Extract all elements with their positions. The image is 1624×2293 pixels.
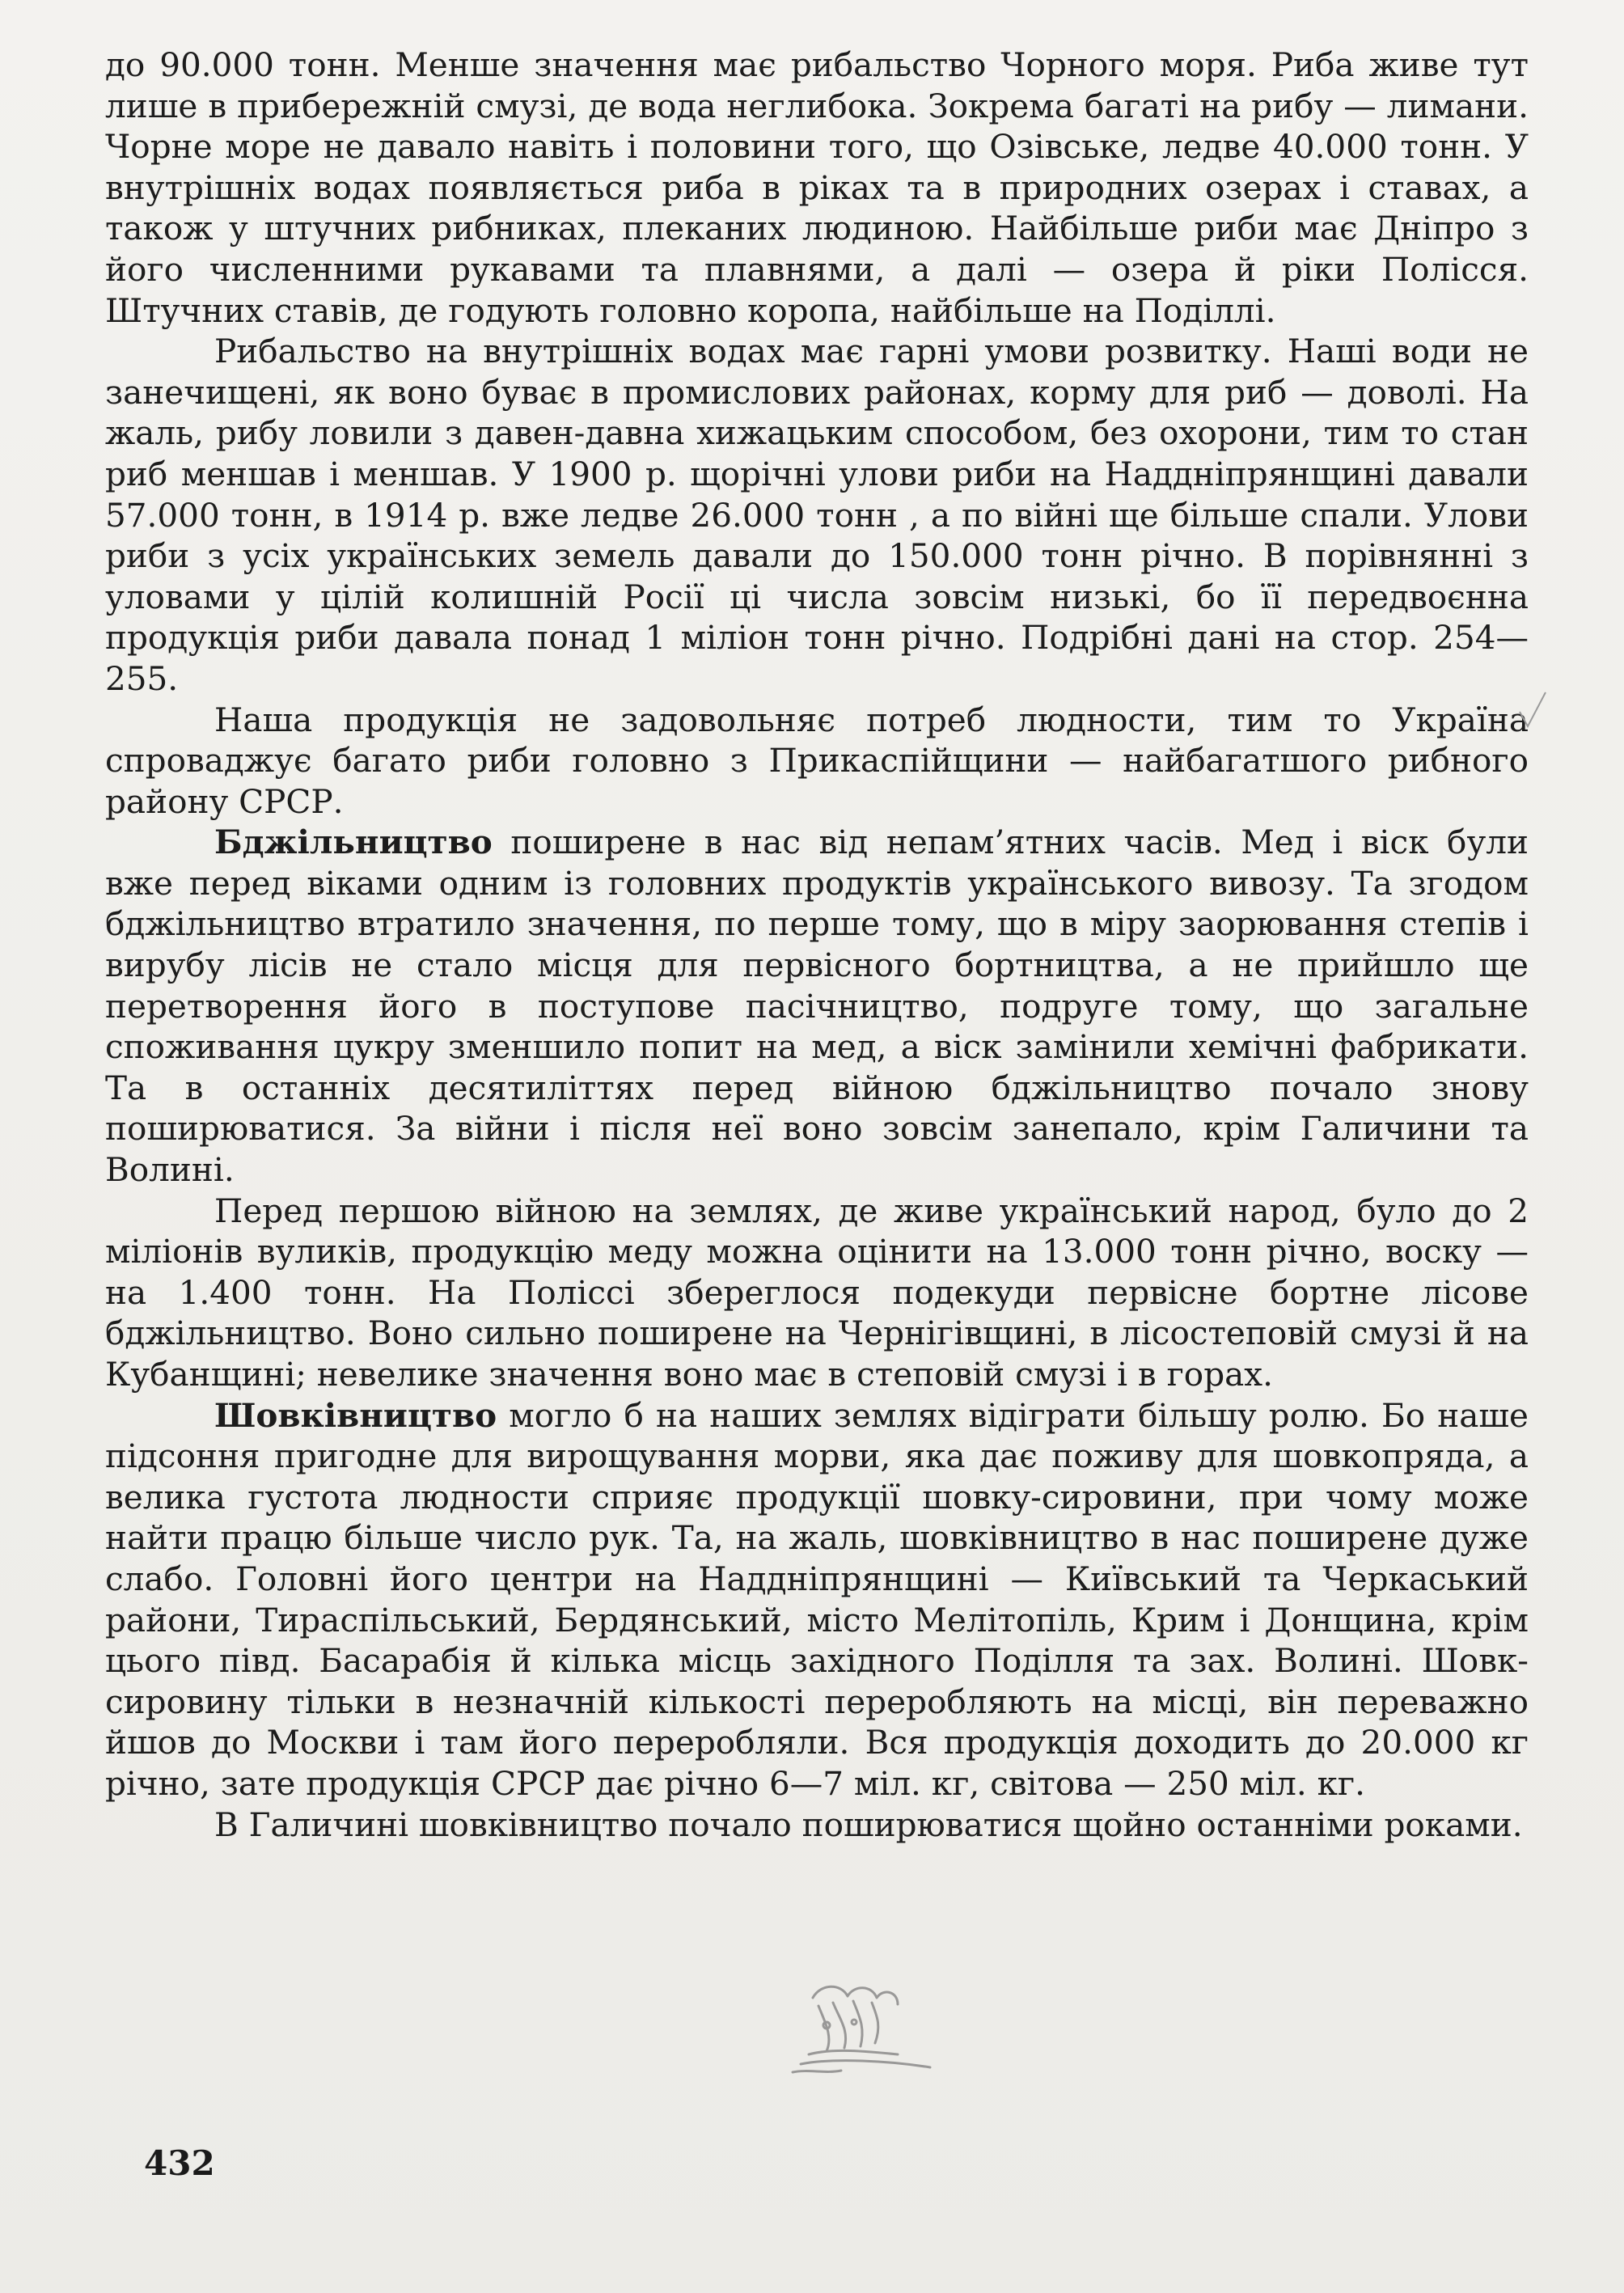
sericulture-heading: Шовківництво [214,1395,497,1435]
paragraph-1 [105,44,1529,331]
paragraph-6-text: могло б на наших землях відіграти більшу ролю. Бо наше підсоння пригодне для вирощування морви, яка дає поживу для шовкопряда, а велика густота людности сприяє продукції шовку-сировини, при чому може найти працю більше число рук. Та, на жаль, шовківництво в нас поширене дуже слабо. Головні його центри на Наддніпрянщині — Київський та Черкаський райони, Тираспільський, Бердянський, місто Мелітопіль, Крим і Донщина, крім цього півд. Басарабія й кілька місць західного Поділля та зах. Волині. Шовк-сировину тільки в незначній кількості переробляють на місці, він переважно йшов до Москви і там його переробляли. Вся продукція доходить до 20.000 кг річно, зате продукція СРСР дає річно 6—7 міл. кг, світова — 250 міл. кг. [105,1395,1529,1803]
paragraph-2 [105,331,1529,699]
paragraph-5 [105,1191,1529,1395]
margin-tick-mark-icon [1516,687,1549,736]
paragraph-7-text: В Галичині шовківництво почало поширюватися щойно останніми роками. [214,1804,1523,1844]
paragraph-3-text: Наша продукція не задовольняє потреб людности, тим то Україна спроваджує багато риби головно з Прикаспійщини — найбагатшого рибного району СРСР. [105,700,1529,821]
paragraph-1-text: до 90.000 тонн. Менше значення має рибальство Чорного моря. Риба живе тут лише в прибережній смузі, де вода неглибока. Зокрема багаті на рибу — лимани. Чорне море не давало навіть і половини того, що Озівське, ледве 40.000 тонн. У внутрішніх водах появляється риба в ріках та в природних озерах і ставах, а також у штучних рибниках, плеканих людиною. Найбільше риби має Дніпро з його численними рукавами та плавнями, а далі — озера й ріки Полісся. Штучних ставів, де годують головно коропа, найбільше на Поділлі. [105,45,1529,330]
body-text [105,44,1529,1845]
paragraph-7 [105,1804,1529,1846]
paragraph-2-text: Рибальство на внутрішніх водах має гарні умови розвитку. Наші води не занечищені, як воно буває в промислових районах, корму для риб — доволі. На жаль, рибу ловили з давен-давна хижацьким способом, без охорони, тим то стан риб меншав і меншав. У 1900 р. щорічні улови риби на Наддніпрянщині давали 57.000 тонн, в 1914 р. вже ледве 26.000 тонн , а по війні ще більше спали. Улови риби з усіх українських земель давали до 150.000 тонн річно. В порівнянні з уловами у цілій колишній Росії ці числа зовсім низькі, бо її передвоєнна продукція риби давала понад 1 міліон тонн річно. Подрібні дані на стор. 254—255. [105,332,1529,698]
paragraph-sericulture [105,1395,1529,1804]
paragraph-beekeeping [105,822,1529,1190]
paragraph-5-text: Перед першою війною на землях, де живе український народ, було до 2 міліонів вуликів, продукцію меду можна оцінити на 13.000 тонн річно, воску — на 1.400 тонн. На Поліссі збереглося подекуди первісне бортне лісове бджільництво. Воно сильно поширене на Чернігівщині, в лісостеповій смузі й на Кубанщині; невелике значення воно має в степовій смузі і в горах. [105,1191,1529,1394]
library-stamp-icon [776,1974,962,2087]
paragraph-4-text: поширене в нас від непам’ятних часів. Мед і віск були вже перед віками одним із головних продуктів українського вивозу. Та згодом бджільництво втратило значення, по перше тому, що в міру заорювання степів і вирубу лісів не стало місця для первісного бортництва, а не прийшло ще перетворення його в поступове пасічництво, подруге тому, що загальне споживання цукру зменшило попит на мед, а віск замінили хемічні фабрикати. Та в останніх десятиліттях перед війною бджільництво почало знову поширюватися. За війни і після неї воно зовсім занепало, крім Галичини та Волині. [105,823,1529,1190]
beekeeping-heading: Бджільництво [214,823,493,862]
page-number: 432 [144,2143,215,2183]
paragraph-3 [105,700,1529,823]
